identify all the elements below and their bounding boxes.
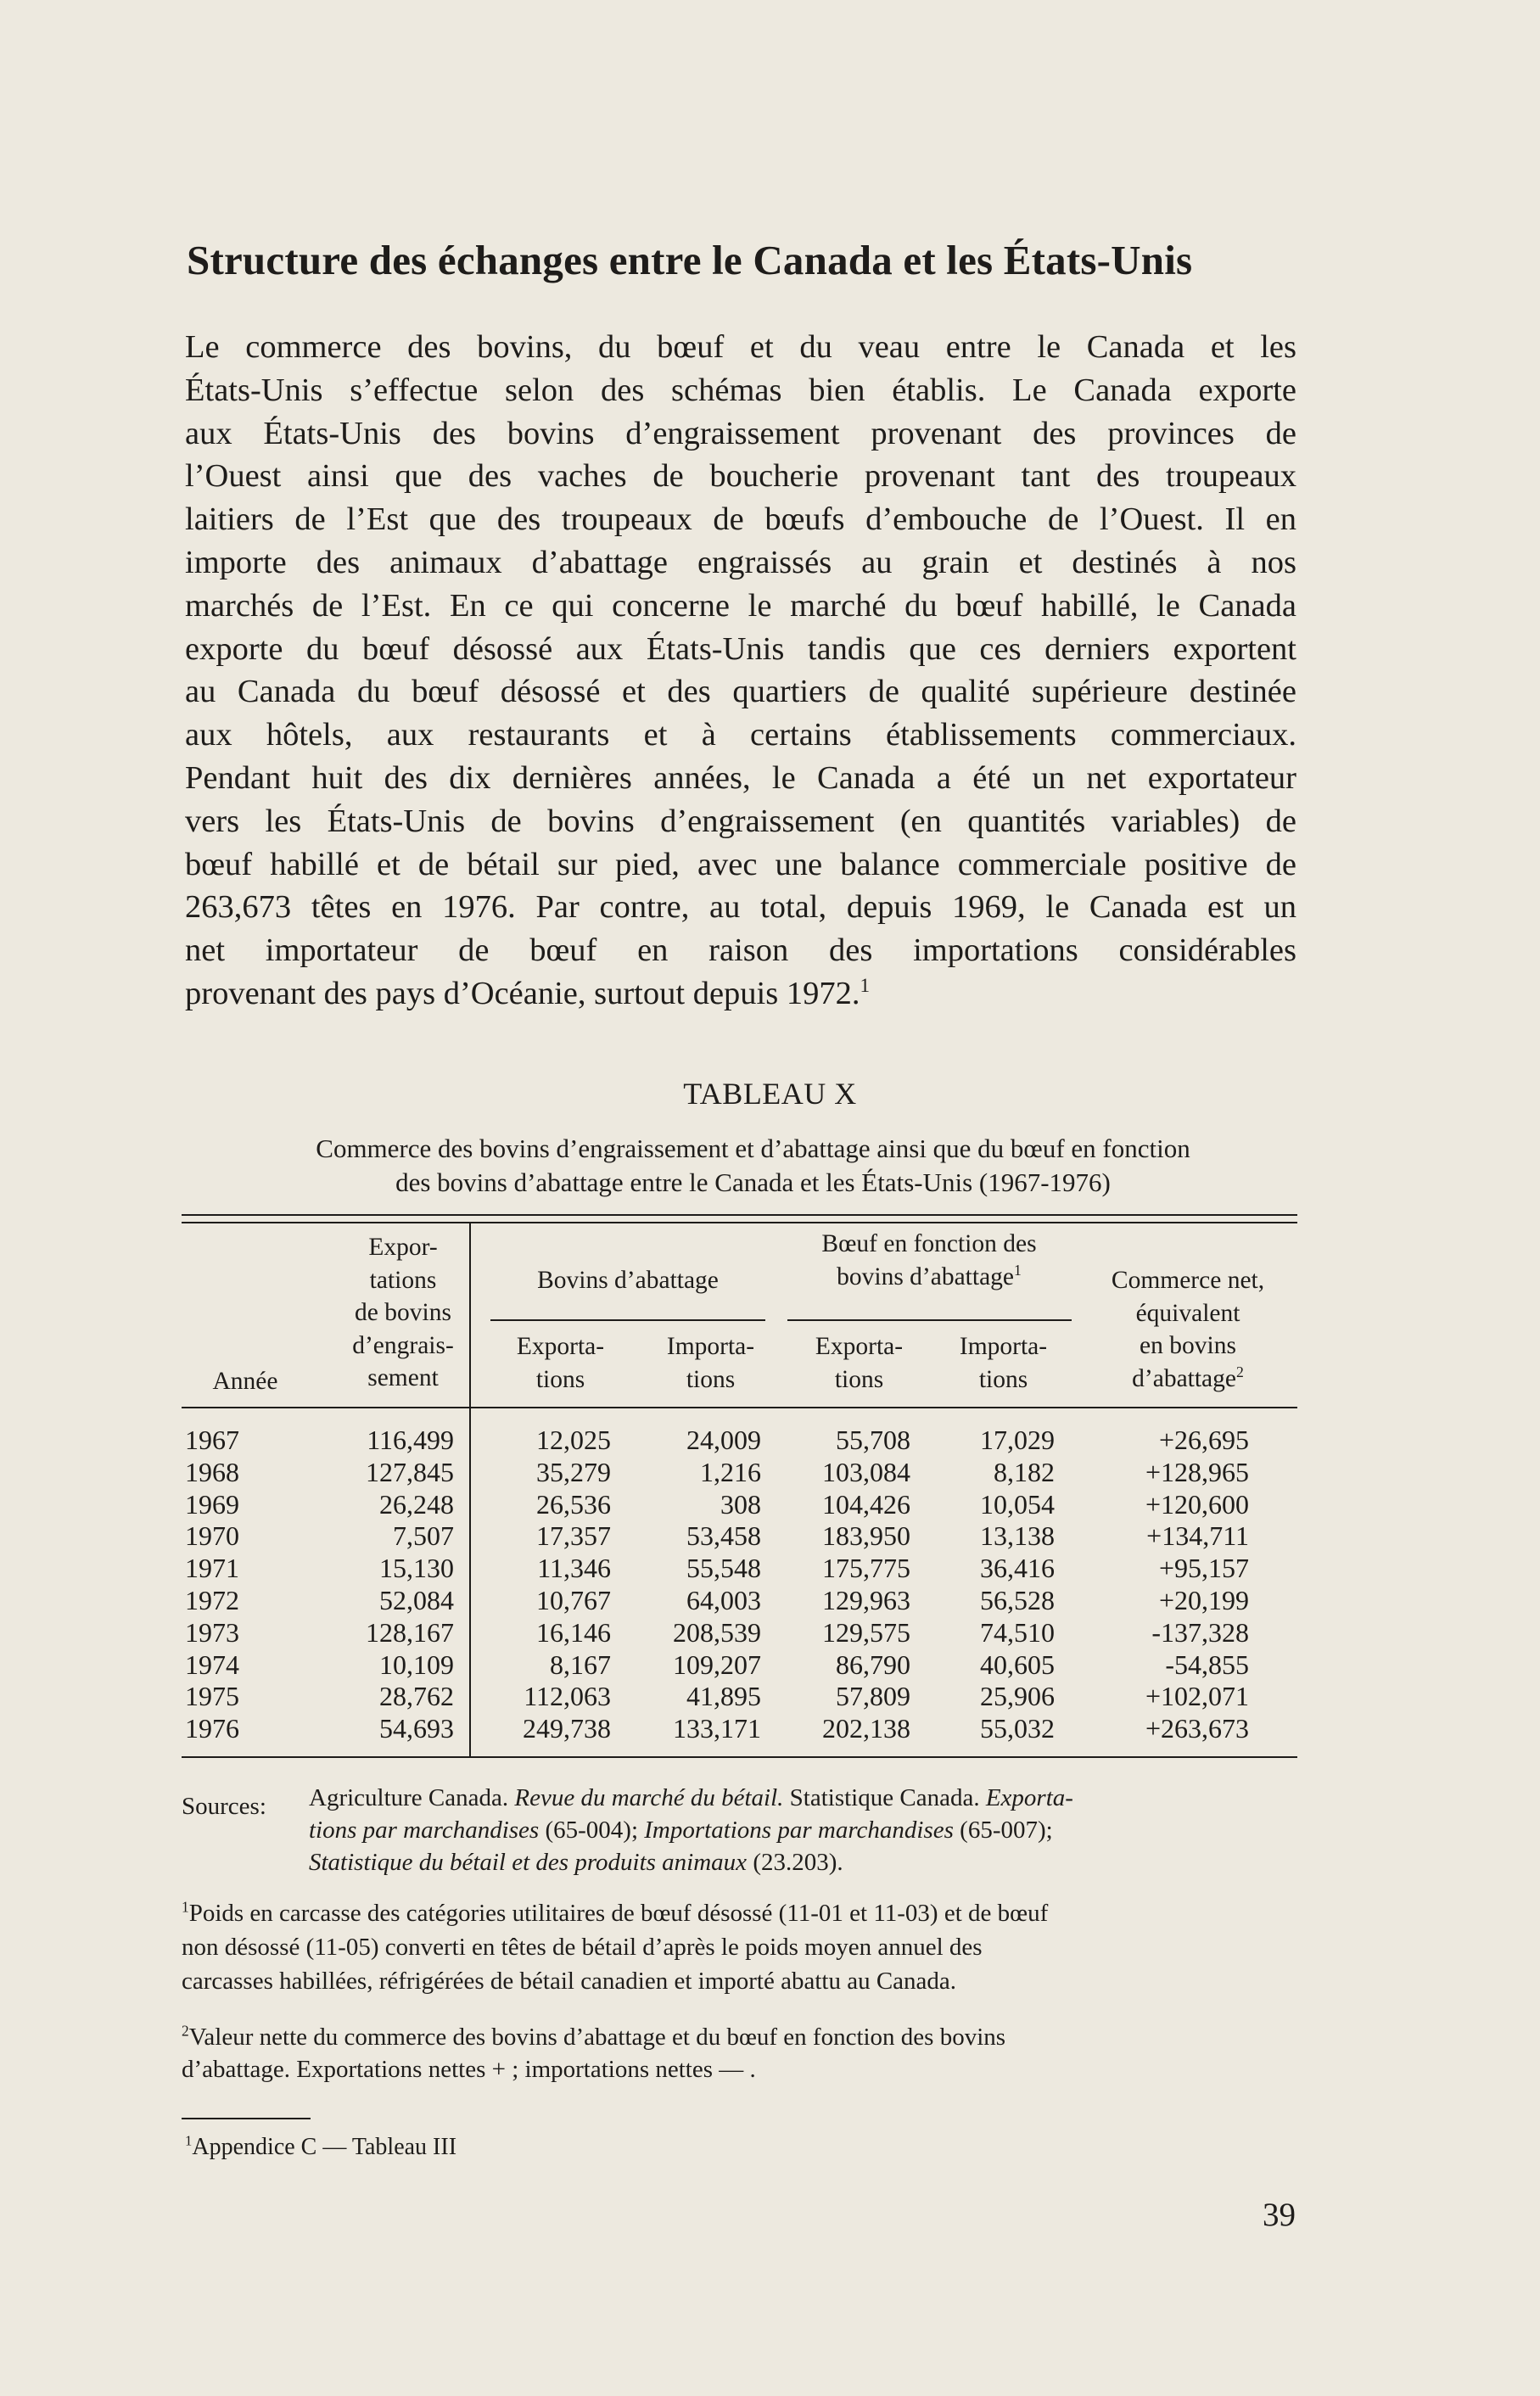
cell-feeder: 10,109 — [379, 1649, 454, 1680]
cell-beef-import: 10,054 — [980, 1488, 1055, 1520]
intro-line: provenant des pays d’Océanie, surtout depuis 1972.$^1$ — [185, 974, 871, 1011]
cell-beef-export: 104,426 — [822, 1488, 910, 1520]
note-2-line-1: $^2$Valeur nette du commerce des bovins d’abattage et du bœuf en fonction des bovins — [182, 2022, 1006, 2051]
cell-feeder: 127,845 — [366, 1456, 454, 1487]
page-number: 39 — [1263, 2197, 1296, 2233]
cell-slaughter-export: 10,767 — [536, 1585, 611, 1615]
cell-beef-import: 8,182 — [994, 1456, 1055, 1487]
footnote: $^1$Appendice C — Tableau III — [185, 2132, 457, 2160]
table-header-rule — [182, 1407, 1297, 1408]
intro-line: États-Unis s’effectue selon des schémas bien établis. Le Canada exporte — [185, 372, 1296, 408]
cell-year: 1969 — [185, 1488, 239, 1520]
intro-line: 263,673 têtes en 1976. Par contre, au total, depuis 1969, le Canada est un — [185, 889, 1296, 926]
cell-slaughter-import: 109,207 — [673, 1649, 761, 1680]
cell-slaughter-import: 208,539 — [673, 1616, 761, 1648]
cell-beef-export: 129,963 — [822, 1585, 910, 1615]
cell-slaughter-export: 12,025 — [536, 1425, 611, 1455]
sources-line-2: tions par marchandises (65-004); Importations par marchandises (65-007); — [309, 1817, 1053, 1844]
table-bottom-rule — [182, 1756, 1297, 1758]
cell-slaughter-export: 16,146 — [536, 1616, 611, 1648]
header-feeder: Expor- tations de bovins d’engrais- sement — [352, 1234, 454, 1391]
cell-year: 1968 — [185, 1456, 239, 1487]
cell-slaughter-import: 308 — [720, 1488, 761, 1520]
header-beef-export: Exporta- tions — [815, 1333, 904, 1393]
table-caption-line-1: Commerce des bovins d’engraissement et d’abattage ainsi que du bœuf en fonction — [316, 1134, 1190, 1163]
cell-beef-export: 103,084 — [822, 1456, 910, 1487]
intro-line: marchés de l’Est. En ce qui concerne le marché du bœuf habillé, le Canada — [185, 587, 1296, 624]
cell-year: 1975 — [185, 1681, 239, 1712]
intro-line: l’Ouest ainsi que des vaches de boucherie provenant tant des troupeaux — [185, 458, 1296, 495]
intro-paragraph — [185, 326, 1296, 1016]
cell-slaughter-export: 8,167 — [550, 1649, 611, 1680]
intro-footnote-marker: 1 — [860, 974, 871, 997]
cell-net: -54,855 — [1165, 1649, 1249, 1680]
sources-line-1: Agriculture Canada. Revue du marché du bétail. Statistique Canada. Exporta- — [309, 1784, 1073, 1811]
table-top-rule-1 — [182, 1214, 1297, 1216]
cell-net: +95,157 — [1158, 1553, 1249, 1584]
cell-feeder: 7,507 — [393, 1520, 454, 1552]
header-beef-import: Importa- tions — [959, 1333, 1048, 1393]
note-1-line-2: non désossé (11-05) converti en têtes de bétail d’après le poids moyen annuel des — [182, 1934, 983, 1961]
cell-slaughter-export: 26,536 — [536, 1488, 611, 1520]
intro-line: vers les États-Unis de bovins d’engraissement (en quantités variables) de — [185, 803, 1296, 839]
cell-net: +20,199 — [1158, 1585, 1249, 1615]
cell-net: +128,965 — [1145, 1456, 1249, 1487]
cell-beef-import: 40,605 — [980, 1649, 1055, 1680]
cell-slaughter-import: 133,171 — [673, 1713, 761, 1744]
note-1-line-3: carcasses habillées, réfrigérées de bétail canadien et importé abattu au Canada. — [182, 1968, 957, 1995]
cell-slaughter-import: 64,003 — [686, 1585, 761, 1615]
cell-slaughter-import: 53,458 — [686, 1520, 761, 1552]
header-year: Année — [212, 1368, 278, 1395]
cell-year: 1971 — [185, 1553, 239, 1584]
intro-line: exporte du bœuf désossé aux États-Unis tandis que ces derniers exportent — [185, 630, 1296, 667]
cell-beef-import: 13,138 — [980, 1520, 1055, 1552]
header-slaughter-group: Bovins d’abattage — [537, 1267, 719, 1294]
cell-year: 1976 — [185, 1713, 239, 1744]
cell-feeder: 15,130 — [379, 1553, 454, 1584]
cell-beef-export: 55,708 — [836, 1425, 910, 1455]
sources-label: Sources: — [182, 1793, 266, 1820]
sources-line-3: Statistique du bétail et des produits animaux (23.203). — [309, 1849, 843, 1876]
intro-line: net importateur de bœuf en raison des importations considérables — [185, 932, 1296, 969]
table-caption-line-2: des bovins d’abattage entre le Canada et les États-Unis (1967-1976) — [395, 1167, 1111, 1197]
cell-beef-export: 175,775 — [822, 1553, 910, 1584]
cell-net: +263,673 — [1145, 1713, 1249, 1744]
cell-beef-import: 55,032 — [980, 1713, 1055, 1744]
cell-net: +120,600 — [1145, 1488, 1249, 1520]
beef-group-rule — [787, 1319, 1072, 1321]
cell-net: +26,695 — [1158, 1425, 1249, 1455]
cell-beef-import: 56,528 — [980, 1585, 1055, 1615]
cell-year: 1967 — [185, 1425, 239, 1455]
cell-net: -137,328 — [1151, 1616, 1249, 1648]
cell-slaughter-export: 35,279 — [536, 1456, 611, 1487]
header-net-trade: Commerce net, équivalent en bovins d’abattage$^2$ — [1111, 1267, 1265, 1392]
cell-year: 1970 — [185, 1520, 239, 1552]
table-top-rule-2 — [182, 1222, 1297, 1223]
cell-year: 1974 — [185, 1649, 239, 1680]
header-beef-group: Bœuf en fonction des bovins d’abattage$^1$ — [821, 1230, 1037, 1290]
header-slaughter-import: Importa- tions — [666, 1333, 755, 1393]
cell-feeder: 28,762 — [379, 1681, 454, 1712]
cell-beef-export: 86,790 — [836, 1649, 910, 1680]
slaughter-group-rule — [490, 1319, 765, 1321]
intro-line: aux hôtels, aux restaurants et à certains établissements commerciaux. — [185, 717, 1296, 753]
intro-line: Pendant huit des dix dernières années, le Canada a été un net exportateur — [185, 759, 1296, 796]
footnote-rule — [182, 2118, 311, 2119]
intro-line: au Canada du bœuf désossé et des quartiers de qualité supérieure destinée — [185, 674, 1296, 710]
intro-line: aux États-Unis des bovins d’engraissement provenant des provinces de — [185, 415, 1296, 451]
intro-line: importe des animaux d’abattage engraissés au grain et destinés à nos — [185, 544, 1296, 580]
cell-year: 1972 — [185, 1585, 239, 1615]
section-heading: Structure des échanges entre le Canada et les États-Unis — [187, 237, 1193, 283]
cell-feeder: 26,248 — [379, 1488, 454, 1520]
cell-beef-import: 36,416 — [980, 1553, 1055, 1584]
note-1-line-1: $^1$Poids en carcasse des catégories utilitaires de bœuf désossé (11-01 et 11-03) et de bœuf — [182, 1898, 1049, 1927]
intro-line: laitiers de l’Est que des troupeaux de bœufs d’embouche de l’Ouest. Il en — [185, 501, 1296, 538]
cell-slaughter-import: 41,895 — [686, 1681, 761, 1712]
cell-feeder: 52,084 — [379, 1585, 454, 1615]
cell-slaughter-export: 112,063 — [524, 1681, 611, 1712]
cell-beef-export: 57,809 — [836, 1681, 910, 1712]
table-label: TABLEAU X — [683, 1077, 857, 1111]
header-slaughter-export: Exporta- tions — [516, 1333, 605, 1393]
cell-slaughter-import: 1,216 — [700, 1456, 761, 1487]
cell-slaughter-export: 249,738 — [523, 1713, 611, 1744]
cell-slaughter-import: 24,009 — [686, 1425, 761, 1455]
cell-year: 1973 — [185, 1616, 239, 1648]
cell-slaughter-import: 55,548 — [686, 1553, 761, 1584]
cell-feeder: 116,499 — [367, 1425, 454, 1455]
cell-slaughter-export: 11,346 — [537, 1553, 611, 1584]
cell-beef-export: 183,950 — [822, 1520, 910, 1552]
intro-line: Le commerce des bovins, du bœuf et du veau entre le Canada et les — [185, 329, 1296, 365]
cell-beef-import: 74,510 — [980, 1616, 1055, 1648]
intro-line: bœuf habillé et de bétail sur pied, avec une balance commerciale positive de — [185, 846, 1296, 882]
note-2-line-2: d’abattage. Exportations nettes + ; importations nettes — . — [182, 2056, 756, 2083]
cell-net: +134,711 — [1146, 1520, 1249, 1552]
cell-slaughter-export: 17,357 — [536, 1520, 611, 1552]
cell-beef-export: 129,575 — [822, 1616, 910, 1648]
cell-feeder: 128,167 — [366, 1616, 454, 1648]
cell-beef-export: 202,138 — [822, 1713, 910, 1744]
cell-beef-import: 25,906 — [980, 1681, 1055, 1712]
cell-beef-import: 17,029 — [980, 1425, 1055, 1455]
cell-feeder: 54,693 — [379, 1713, 454, 1744]
cell-net: +102,071 — [1145, 1681, 1249, 1712]
